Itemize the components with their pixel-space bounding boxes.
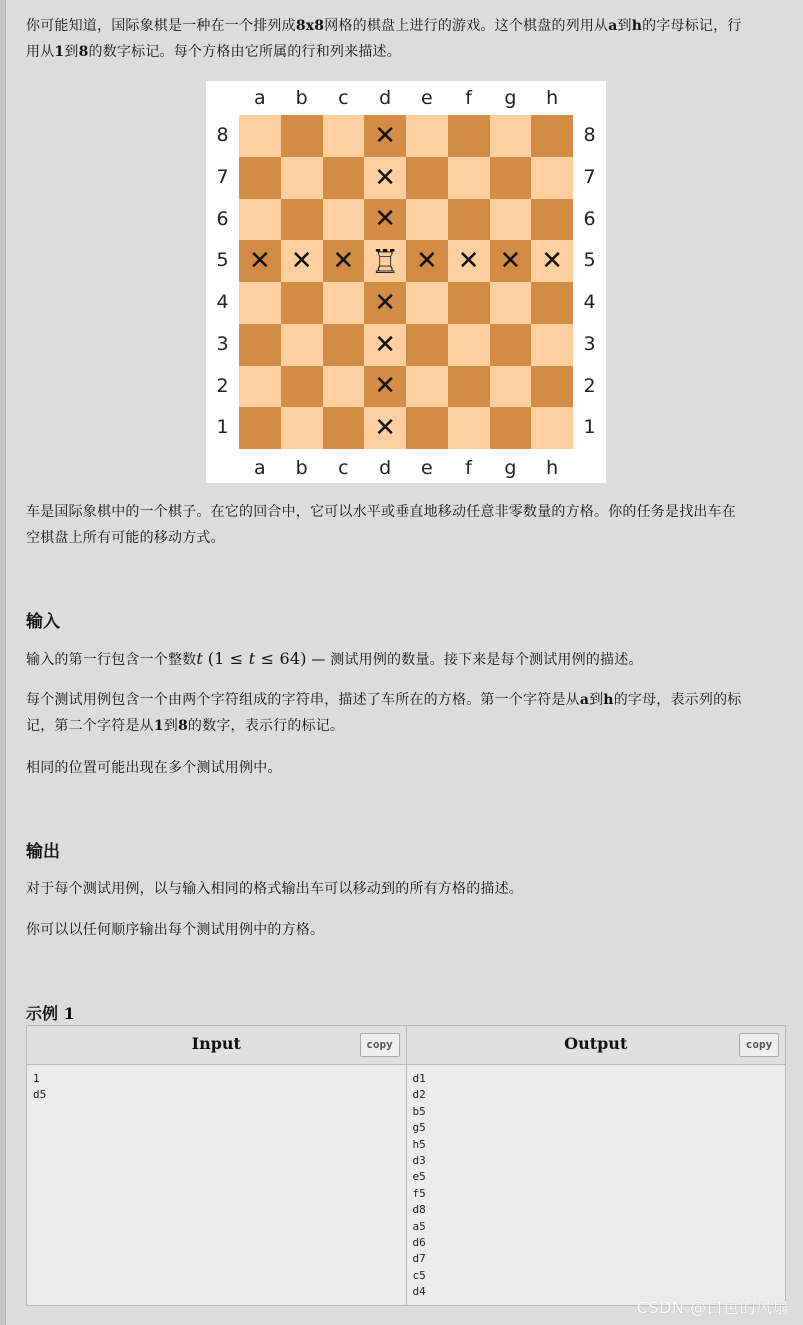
rank-label-7: 7 [583, 165, 596, 188]
output-header-label: Output [564, 1034, 628, 1053]
file-label-a: a [254, 87, 266, 109]
input-text: 到 [163, 718, 178, 734]
input-text: h [603, 692, 614, 708]
output-line: e5 [412, 1170, 426, 1184]
input-text: 8 [177, 718, 188, 734]
copy-output-button[interactable]: copy [739, 1033, 779, 1057]
rank-label-1: 1 [583, 416, 596, 439]
intro-text: 的字母标记，行 [642, 18, 742, 34]
math-variable: t [248, 649, 256, 668]
output-line: f5 [412, 1186, 426, 1200]
page-left-border [0, 0, 6, 1325]
attacked-square-mark: ✕ [374, 162, 397, 193]
square-e3 [406, 324, 448, 366]
example-input-content[interactable] [27, 1065, 406, 1104]
output-line: d7 [412, 1252, 426, 1266]
input-text: 1 [153, 718, 164, 734]
output-line: c5 [412, 1268, 426, 1282]
file-label-g: g [504, 87, 517, 109]
rank-label-2: 2 [583, 374, 596, 397]
intro-text: 用从 [26, 44, 55, 60]
square-f8 [448, 115, 490, 157]
rank-label-8: 8 [583, 124, 596, 146]
square-h3 [531, 324, 573, 366]
square-c1 [323, 407, 365, 449]
square-a3 [239, 324, 281, 366]
intro-text: 到 [617, 18, 632, 34]
rank-label-2: 2 [216, 374, 229, 397]
square-h2 [531, 366, 573, 408]
output-text: 你可以以任何顺序输出每个测试用例中的方格。 [26, 922, 325, 938]
square-a2 [239, 366, 281, 408]
math-constraint: ≤ 64) [255, 649, 307, 668]
input-text: 输入的第一行包含一个整数 [26, 652, 197, 668]
file-label-c: c [338, 457, 349, 479]
square-a8 [239, 115, 281, 157]
rook-icon: ♖ [370, 241, 400, 281]
input-text: 的数字，表示行的标记。 [187, 718, 345, 734]
square-a7 [239, 157, 281, 199]
square-b2 [281, 366, 323, 408]
rank-label-6: 6 [583, 207, 596, 230]
square-g6 [490, 199, 532, 241]
rank-label-3: 3 [583, 332, 596, 355]
output-line: g5 [412, 1121, 426, 1135]
output-line: d3 [412, 1153, 426, 1167]
square-a5 [239, 240, 281, 282]
example-title-label: 示例 [26, 1004, 59, 1023]
square-c6 [323, 199, 365, 241]
rank-label-8: 8 [216, 124, 229, 146]
attacked-square-mark: ✕ [541, 246, 564, 277]
square-e2 [406, 366, 448, 408]
example-output-header [407, 1026, 786, 1065]
square-h6 [531, 199, 573, 241]
square-c4 [323, 282, 365, 324]
square-g1 [490, 407, 532, 449]
file-label-b: b [295, 457, 308, 479]
square-f1 [448, 407, 490, 449]
intro-text: 8 [78, 44, 89, 60]
input-text: a [579, 692, 590, 708]
example-input-header [27, 1026, 406, 1065]
file-label-d: d [379, 87, 392, 109]
input-header-label: Input [191, 1034, 241, 1053]
square-a4 [239, 282, 281, 324]
square-d2 [364, 366, 406, 408]
square-e6 [406, 199, 448, 241]
square-d8 [364, 115, 406, 157]
input-text: 的字母，表示列的标 [613, 692, 742, 708]
square-g5 [490, 240, 532, 282]
example-input-column [27, 1026, 406, 1305]
square-e8 [406, 115, 448, 157]
square-g2 [490, 366, 532, 408]
attacked-square-mark: ✕ [374, 287, 397, 318]
square-a1 [239, 407, 281, 449]
copy-input-button[interactable]: copy [360, 1033, 400, 1057]
square-g4 [490, 282, 532, 324]
input-text: — 测试用例的数量。接下来是每个测试用例的描述。 [306, 652, 643, 668]
output-text: 对于每个测试用例，以与输入相同的格式输出车可以移动到的所有方格的描述。 [26, 881, 523, 897]
file-label-g: g [504, 457, 517, 479]
input-heading: 输入 [26, 612, 60, 632]
csdn-watermark: CSDN @白色的风扇 [636, 1298, 789, 1317]
input-text: 每个测试用例包含一个由两个字符组成的字符串，描述了车所在的方格。第一个字符是从 [26, 692, 580, 708]
square-e7 [406, 157, 448, 199]
attacked-square-mark: ✕ [332, 246, 355, 277]
attacked-square-mark: ✕ [248, 246, 271, 277]
rank-label-4: 4 [583, 291, 596, 313]
description-text: 车是国际象棋中的一个棋子。在它的回合中，它可以水平或垂直地移动任意非零数量的方格。你的任务是找出车在 [26, 504, 736, 520]
description-text: 空棋盘上所有可能的移动方式。 [26, 530, 225, 546]
attacked-square-mark: ✕ [457, 246, 480, 277]
description-paragraph [26, 499, 786, 551]
square-e4 [406, 282, 448, 324]
square-h4 [531, 282, 573, 324]
intro-text: a [608, 18, 618, 34]
input-text: 记，第二个字符是从 [26, 718, 154, 734]
output-line: h5 [412, 1137, 426, 1151]
output-line: d6 [412, 1235, 426, 1249]
rank-labels-left [206, 115, 239, 449]
square-f7 [448, 157, 490, 199]
input-line: d5 [33, 1088, 47, 1102]
input-paragraph-1 [26, 646, 786, 673]
input-paragraph-2 [26, 687, 786, 739]
square-g7 [490, 157, 532, 199]
file-label-f: f [465, 457, 472, 479]
chessboard-grid [239, 115, 573, 449]
square-f4 [448, 282, 490, 324]
square-h8 [531, 115, 573, 157]
attacked-square-mark: ✕ [374, 204, 397, 235]
file-label-d: d [379, 457, 392, 479]
square-a6 [239, 199, 281, 241]
example-title-number: 1 [63, 1004, 75, 1023]
square-f6 [448, 199, 490, 241]
file-label-a: a [254, 457, 266, 479]
example-heading [26, 1001, 75, 1024]
square-h1 [531, 407, 573, 449]
intro-paragraph [26, 13, 786, 65]
square-c7 [323, 157, 365, 199]
square-e5 [406, 240, 448, 282]
square-c2 [323, 366, 365, 408]
square-b7 [281, 157, 323, 199]
attacked-square-mark: ✕ [374, 120, 397, 151]
output-heading: 输出 [26, 842, 60, 862]
square-f5 [448, 240, 490, 282]
intro-text: 到 [64, 44, 79, 60]
file-label-e: e [421, 457, 433, 479]
attacked-square-mark: ✕ [499, 246, 522, 277]
example-output-content[interactable] [407, 1065, 786, 1300]
file-labels-bottom [239, 453, 573, 483]
output-paragraph-2 [26, 917, 786, 943]
attacked-square-mark: ✕ [374, 329, 397, 360]
attacked-square-mark: ✕ [415, 246, 438, 277]
input-line: 1 [33, 1072, 40, 1085]
attacked-square-mark: ✕ [374, 371, 397, 402]
square-d1 [364, 407, 406, 449]
square-h7 [531, 157, 573, 199]
square-d7 [364, 157, 406, 199]
file-label-f: f [465, 87, 472, 109]
square-b1 [281, 407, 323, 449]
input-paragraph-3 [26, 755, 786, 781]
file-label-b: b [295, 87, 308, 109]
intro-text: 你可能知道，国际象棋是一种在一个排列成 [26, 18, 296, 34]
output-line: d8 [412, 1203, 426, 1217]
math-variable: t [196, 649, 204, 668]
input-text: 到 [589, 692, 604, 708]
file-label-h: h [546, 457, 559, 479]
square-b6 [281, 199, 323, 241]
square-h5 [531, 240, 573, 282]
intro-text: 8x8 [295, 18, 325, 34]
rank-label-1: 1 [216, 416, 229, 439]
intro-text: 1 [54, 44, 65, 60]
intro-text: 的数字标记。每个方格由它所属的行和列来描述。 [88, 44, 401, 60]
square-d5 [364, 240, 406, 282]
attacked-square-mark: ✕ [374, 413, 397, 444]
square-d3 [364, 324, 406, 366]
output-line: a5 [412, 1219, 426, 1233]
output-paragraph-1 [26, 876, 786, 902]
file-labels-top [239, 83, 573, 113]
square-d6 [364, 199, 406, 241]
square-f2 [448, 366, 490, 408]
file-label-h: h [546, 87, 559, 109]
square-b8 [281, 115, 323, 157]
square-d4 [364, 282, 406, 324]
intro-text: 网格的棋盘上进行的游戏。这个棋盘的列用从 [324, 18, 609, 34]
square-b3 [281, 324, 323, 366]
math-constraint: (1 ≤ [207, 649, 249, 668]
square-g8 [490, 115, 532, 157]
square-g3 [490, 324, 532, 366]
output-line: b5 [412, 1104, 426, 1118]
square-b5 [281, 240, 323, 282]
rank-label-3: 3 [216, 332, 229, 355]
rank-label-6: 6 [216, 207, 229, 230]
example-table [26, 1025, 786, 1306]
output-line: d1 [412, 1072, 426, 1085]
file-label-c: c [338, 87, 349, 109]
attacked-square-mark: ✕ [290, 246, 313, 277]
square-e1 [406, 407, 448, 449]
square-c3 [323, 324, 365, 366]
rank-label-7: 7 [216, 165, 229, 188]
square-b4 [281, 282, 323, 324]
file-label-e: e [421, 87, 433, 109]
output-line: d4 [412, 1285, 426, 1299]
output-line: d2 [412, 1088, 426, 1102]
chessboard-figure [206, 81, 606, 483]
rank-label-5: 5 [216, 249, 229, 272]
square-c8 [323, 115, 365, 157]
square-c5 [323, 240, 365, 282]
intro-text: h [631, 18, 643, 34]
rank-label-4: 4 [216, 291, 229, 313]
example-output-column [406, 1026, 786, 1305]
square-f3 [448, 324, 490, 366]
rank-labels-right [573, 115, 606, 449]
input-text: 相同的位置可能出现在多个测试用例中。 [26, 760, 282, 776]
rank-label-5: 5 [583, 249, 596, 272]
